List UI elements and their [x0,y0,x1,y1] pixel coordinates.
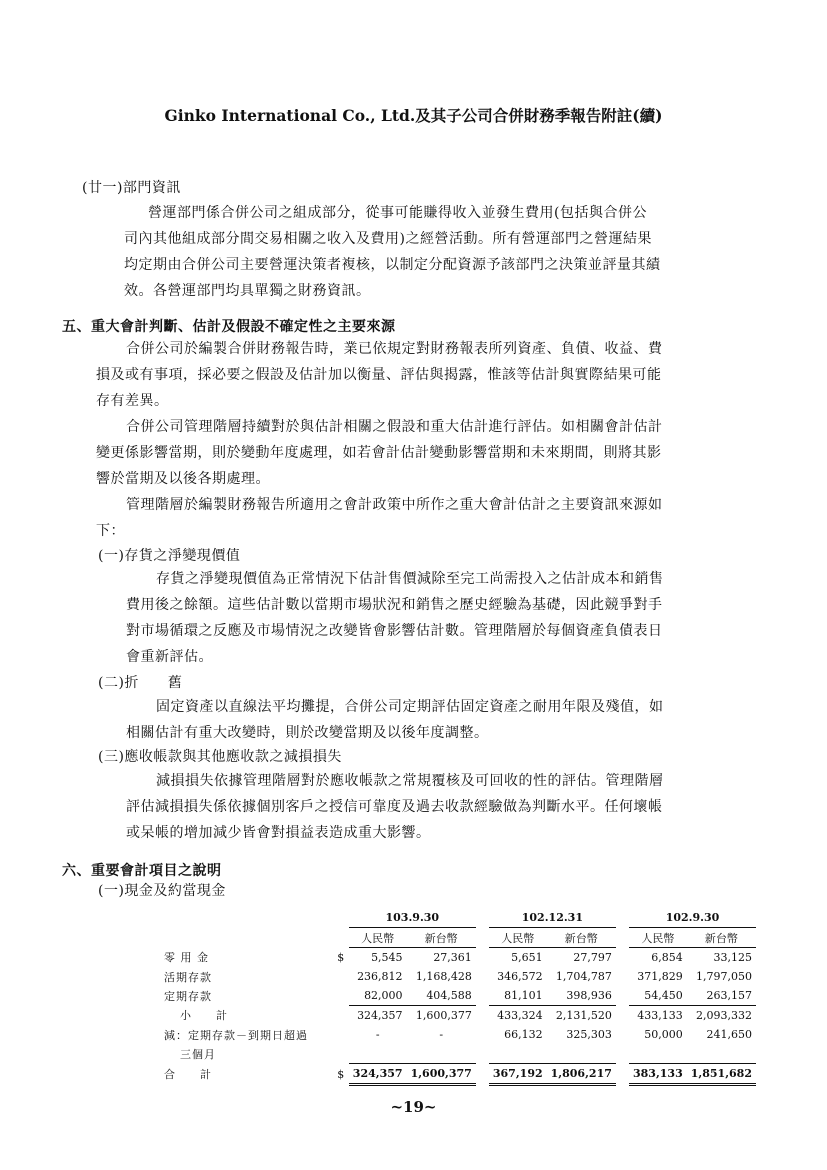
dollar-sign [333,1006,349,1026]
section-6-heading: 六、重要會計項目之說明 [62,863,222,879]
cell: 263,157 [687,986,756,1006]
cash-table [160,908,756,1086]
currency-header: 新台幣 [407,928,476,948]
page-title: Ginko International Co., Ltd.及其子公司合併財務季報告附註(續) [164,106,663,125]
cell: 5,545 [371,951,403,964]
date-header: 102.12.31 [489,908,616,928]
row-label: 三個月 [180,1047,216,1061]
cell [407,1044,476,1064]
currency-header: 新台幣 [547,928,616,948]
cell [629,1044,687,1064]
s5-p2-line-3: 響於當期及以後各期處理。 [96,471,270,487]
inventory-line-2: 費用後之餘額。這些估計數以當期市場狀況和銷售之歷史經驗為基礎，因此競爭對手 [126,597,663,613]
segment-heading: (廿一)部門資訊 [82,180,181,196]
row-label: 合 計 [164,1068,212,1081]
dollar-sign [333,967,349,986]
row-label: 活期存款 [164,970,212,984]
cell: 27,361 [433,951,472,964]
table-row [160,986,756,1006]
table-date-row [160,908,756,928]
dollar-sign [333,1044,349,1064]
cell: 1,600,377 [407,1064,476,1085]
cell [349,1044,407,1064]
page-number: ~19~ [390,1098,437,1116]
table-row [160,967,756,986]
dollar-sign: $ [337,950,345,964]
cell: 367,192 [489,1064,547,1085]
row-label: 零 用 金 [164,951,209,965]
ar-line-3: 或呆帳的增加減少皆會對損益表造成重大影響。 [126,825,431,841]
row-label: 小 計 [180,1009,228,1023]
cell [547,1044,616,1064]
s5-p1-line-1: 合併公司於編製合併財務報告時，業已依規定對財務報表所列資產、負債、收益、費 [126,341,663,357]
segment-line-2: 司內其他組成部分間交易相關之收入及費用)之經營活動。所有營運部門之營運結果 [124,231,652,247]
table-row [160,1025,756,1044]
cell: 241,650 [706,1028,752,1041]
dollar-sign: $ [337,1067,345,1081]
cell: 2,093,332 [696,1009,752,1022]
cash-heading: (一)現金及約當現金 [98,883,226,899]
date-header: 103.9.30 [349,908,476,928]
cell: 5,651 [511,951,543,964]
segment-line-4: 效。各營運部門均具單獨之財務資訊。 [124,283,371,299]
row-label: 定期存款 [164,989,212,1003]
table-row [160,1006,756,1026]
cell: 1,600,377 [415,1009,472,1022]
cell: 324,357 [349,1064,407,1085]
cell: 2,131,520 [555,1009,612,1022]
s5-p2-line-2: 變更係影響當期，則於變動年度處理，如若會計估計變動影響當期和未來期間，則將其影 [96,445,662,461]
cell: 82,000 [349,986,407,1006]
dollar-sign [333,1025,349,1044]
cell: 325,303 [566,1028,612,1041]
date-header: 102.9.30 [629,908,756,928]
table-currency-row [160,928,756,948]
s5-p3-line-2: 下： [96,523,125,539]
cell: 66,132 [504,1028,543,1041]
s5-p1-line-2: 損及或有事項，採必要之假設及估計加以衡量、評估與揭露，惟該等估計與實際結果可能 [96,367,662,383]
cell: - [375,1028,380,1041]
ar-line-1: 減損損失依據管理階層對於應收帳款之常規覆核及可回收的性的評估。管理階層 [156,773,664,789]
s5-p1-line-3: 存有差異。 [96,393,169,409]
cell: 398,936 [547,986,616,1006]
s5-p3-line-1: 管理階層於編製財務報告所適用之會計政策中所作之重大會計估計之主要資訊來源如 [126,497,663,513]
depreciation-line-2: 相關估計有重大改變時，則於改變當期及以後年度調整。 [126,725,489,741]
ar-heading: (三)應收帳款與其他應收款之減損損失 [98,749,342,765]
ar-line-2: 評估減損損失係依據個別客戶之授信可靠度及過去收款經驗做為判斷水平。任何壞帳 [126,799,663,815]
segment-line-3: 均定期由合併公司主要營運決策者複核，以制定分配資源予該部門之決策並評量其績 [124,257,661,273]
table-row [160,1044,756,1064]
cell: 383,133 [629,1064,687,1085]
cell: 346,572 [497,970,543,983]
inventory-line-1: 存貨之淨變現價值為正常情況下估計售價減除至完工尚需投入之估計成本和銷售 [156,571,664,587]
cell: 236,812 [357,970,403,983]
cell: 433,133 [637,1009,683,1022]
cell: 433,324 [497,1009,543,1022]
cell: 50,000 [644,1028,683,1041]
section-5-heading: 五、重大會計判斷、估計及假設不確定性之主要來源 [62,319,396,335]
depreciation-line-1: 固定資產以直線法平均攤提，合併公司定期評估固定資產之耐用年限及殘值，如 [156,699,664,715]
cell: 6,854 [651,951,683,964]
cell: 33,125 [713,951,752,964]
currency-header: 人民幣 [349,928,407,948]
cell: 27,797 [573,951,612,964]
cell: 54,450 [629,986,687,1006]
table-row [160,948,756,968]
s5-p2-line-1: 合併公司管理階層持續對於與估計相關之假設和重大估計進行評估。如相關會計估計 [126,419,663,435]
currency-header: 新台幣 [687,928,756,948]
cell: 1,168,428 [415,970,472,983]
inventory-line-4: 會重新評估。 [126,649,213,665]
currency-header: 人民幣 [629,928,687,948]
cell: - [439,1028,444,1041]
cell: 1,797,050 [696,970,752,983]
cell: 1,704,787 [555,970,612,983]
depreciation-heading: (二)折 舊 [98,675,183,691]
cell [489,1044,547,1064]
cell: 1,806,217 [547,1064,616,1085]
row-label: 減：定期存款－到期日超過 [164,1028,308,1042]
cell [687,1044,756,1064]
table-row-total [160,1064,756,1085]
cell: 81,101 [489,986,547,1006]
segment-line-1: 營運部門係合併公司之組成部分，從事可能賺得收入並發生費用(包括與合併公 [148,205,647,221]
inventory-heading: (一)存貨之淨變現價值 [98,548,241,564]
cell: 324,357 [357,1009,403,1022]
cell: 404,588 [407,986,476,1006]
dollar-sign [333,986,349,1006]
cell: 371,829 [637,970,683,983]
inventory-line-3: 對市場循環之反應及市場情況之改變皆會影響估計數。管理階層於每個資產負債表日 [126,623,663,639]
currency-header: 人民幣 [489,928,547,948]
cell: 1,851,682 [687,1064,756,1085]
